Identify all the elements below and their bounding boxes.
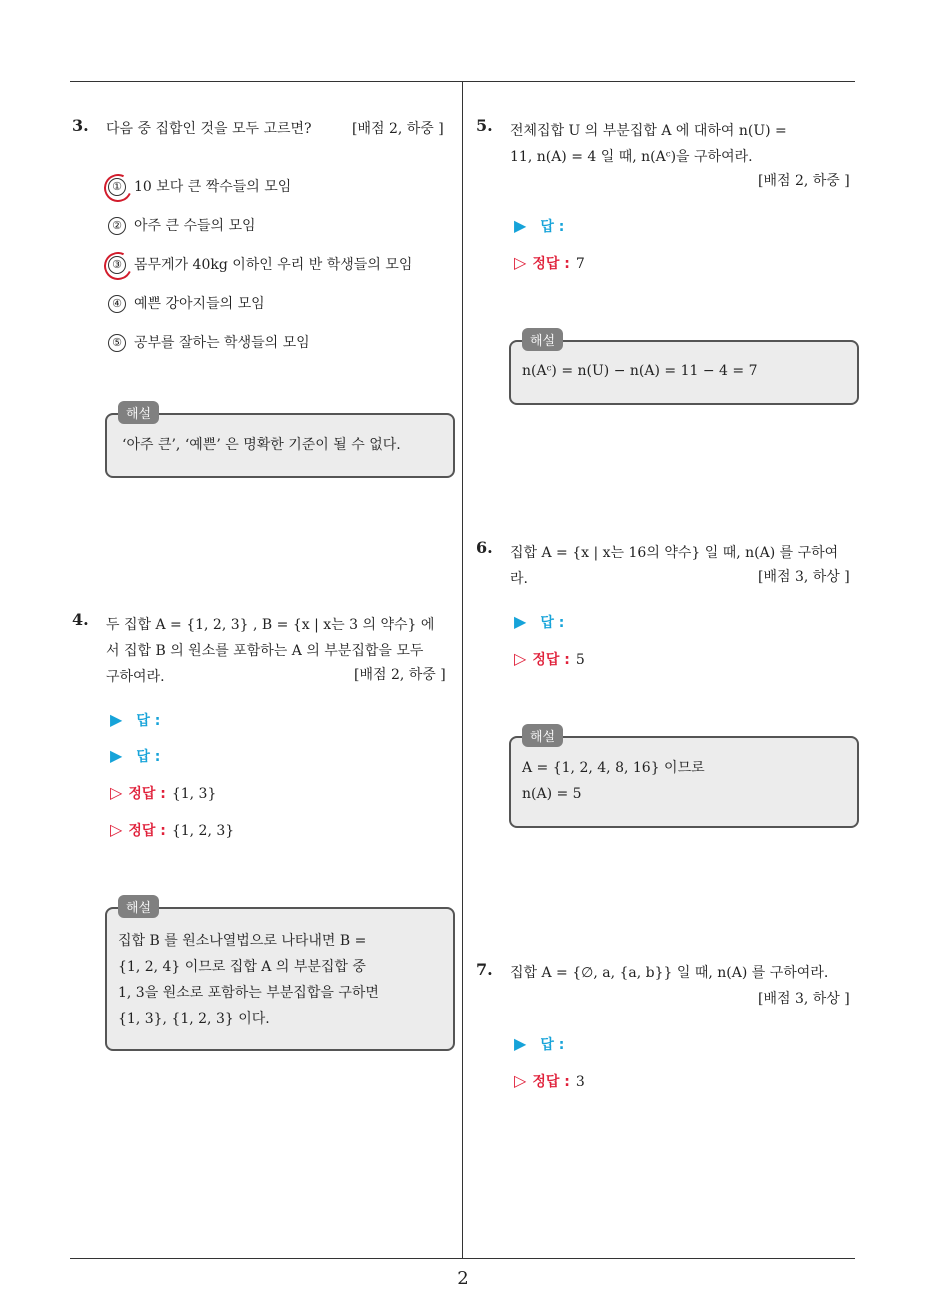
- explanation-text: n(Aᶜ) = n(U) − n(A) = 11 − 4 = 7: [522, 363, 758, 379]
- explanation-line: {1, 3}, {1, 2, 3} 이다.: [118, 1011, 270, 1027]
- explanation-tag: 해설: [522, 724, 563, 747]
- choice-text: 예쁜 강아지들의 모임: [134, 296, 265, 312]
- explanation-line: 집합 B 를 원소나열법으로 나타내면 B =: [118, 933, 367, 949]
- correct-answer-row-2: [110, 820, 234, 840]
- question-number: 3.: [72, 116, 89, 135]
- explanation-line: A = {1, 2, 4, 8, 16} 이므로: [522, 760, 705, 776]
- page-number: 2: [457, 1268, 469, 1289]
- question-number: 5.: [476, 116, 493, 135]
- question-line: 라.: [510, 571, 528, 587]
- outline-triangle-icon: ▷: [514, 1071, 527, 1090]
- correct-value: 7: [575, 256, 585, 272]
- play-triangle-icon: ▶: [110, 746, 123, 765]
- choice-text: 몸무게가 40kg 이하인 우리 반 학생들의 모임: [134, 257, 413, 273]
- score-label: [배점 2, 하중 ]: [354, 667, 446, 683]
- play-triangle-icon: ▶: [110, 710, 123, 729]
- question-number: 6.: [476, 538, 493, 557]
- score-label: [배점 3, 하상 ]: [758, 569, 850, 585]
- correct-label: 정답 :: [532, 1074, 570, 1090]
- score-label: [배점 2, 하중 ]: [352, 121, 444, 137]
- outline-triangle-icon: ▷: [514, 649, 527, 668]
- choice-5[interactable]: [108, 332, 310, 352]
- answer-row[interactable]: [514, 216, 564, 236]
- play-triangle-icon: ▶: [514, 216, 527, 235]
- explanation-text: [118, 928, 379, 1032]
- question-line: 구하여라.: [106, 669, 165, 685]
- question-number: 4.: [72, 610, 89, 629]
- correct-value: {1, 3}: [171, 786, 217, 802]
- correct-value: {1, 2, 3}: [171, 823, 235, 839]
- answer-label: 답 :: [540, 615, 565, 631]
- explanation-tag: 해설: [118, 895, 159, 918]
- explanation-text: [522, 755, 705, 807]
- play-triangle-icon: ▶: [514, 1034, 527, 1053]
- explanation-tag: 해설: [118, 401, 159, 424]
- choice-number-circle: ③: [108, 256, 126, 274]
- bottom-rule: [70, 1258, 855, 1259]
- score-label: [배점 2, 하중 ]: [758, 173, 850, 189]
- correct-answer-row: [514, 1071, 585, 1091]
- question-number: 7.: [476, 960, 493, 979]
- question-text: [510, 118, 787, 170]
- answer-label: 답 :: [540, 219, 565, 235]
- answer-row-1[interactable]: [110, 710, 160, 730]
- choice-text: 아주 큰 수들의 모임: [134, 218, 256, 234]
- outline-triangle-icon: ▷: [110, 783, 123, 802]
- question-text: 다음 중 집합인 것을 모두 고르면?: [106, 121, 312, 137]
- outline-triangle-icon: ▷: [110, 820, 123, 839]
- choice-1[interactable]: [108, 176, 291, 196]
- choice-number-circle: ②: [108, 217, 126, 235]
- question-line: 두 집합 A = {1, 2, 3} , B = {x | x는 3 의 약수} 에: [106, 617, 435, 633]
- play-triangle-icon: ▶: [514, 612, 527, 631]
- correct-label: 정답 :: [532, 256, 570, 272]
- choice-number-circle: ⑤: [108, 334, 126, 352]
- question-line: 서 집합 B 의 원소를 포함하는 A 의 부분집합을 모두: [106, 643, 424, 659]
- explanation-line: n(A) = 5: [522, 786, 582, 802]
- choice-4[interactable]: [108, 293, 265, 313]
- answer-row[interactable]: [514, 1034, 564, 1054]
- choice-number-circle: ④: [108, 295, 126, 313]
- question-line: 집합 A = {x | x는 16의 약수} 일 때, n(A) 를 구하여: [510, 545, 839, 561]
- explanation-text: ‘아주 큰’, ‘예쁜’ 은 명확한 기준이 될 수 없다.: [122, 437, 401, 453]
- choice-number-circle: ①: [108, 178, 126, 196]
- correct-label: 정답 :: [128, 786, 166, 802]
- choice-2[interactable]: [108, 215, 256, 235]
- correct-value: 5: [575, 652, 585, 668]
- correct-value: 3: [575, 1074, 585, 1090]
- correct-label: 정답 :: [128, 823, 166, 839]
- question-text: 집합 A = {∅, a, {a, b}} 일 때, n(A) 를 구하여라.: [510, 965, 829, 981]
- answer-row[interactable]: [514, 612, 564, 632]
- explanation-line: 1, 3을 원소로 포함하는 부분집합을 구하면: [118, 985, 379, 1001]
- correct-label: 정답 :: [532, 652, 570, 668]
- outline-triangle-icon: ▷: [514, 253, 527, 272]
- answer-label: 답 :: [136, 713, 161, 729]
- choice-text: 공부를 잘하는 학생들의 모임: [134, 335, 310, 351]
- score-label: [배점 3, 하상 ]: [758, 991, 850, 1007]
- correct-answer-row-1: [110, 783, 216, 803]
- choice-text: 10 보다 큰 짝수들의 모임: [134, 179, 292, 195]
- question-line: 11, n(A) = 4 일 때, n(Aᶜ)을 구하여라.: [510, 149, 753, 165]
- correct-answer-row: [514, 253, 585, 273]
- explanation-line: {1, 2, 4} 이므로 집합 A 의 부분집합 중: [118, 959, 366, 975]
- answer-row-2[interactable]: [110, 746, 160, 766]
- correct-answer-row: [514, 649, 585, 669]
- question-line: 전체집합 U 의 부분집합 A 에 대하여 n(U) =: [510, 123, 787, 139]
- column-divider: [462, 82, 463, 1258]
- answer-label: 답 :: [136, 749, 161, 765]
- choice-3[interactable]: [108, 254, 412, 274]
- answer-label: 답 :: [540, 1037, 565, 1053]
- explanation-tag: 해설: [522, 328, 563, 351]
